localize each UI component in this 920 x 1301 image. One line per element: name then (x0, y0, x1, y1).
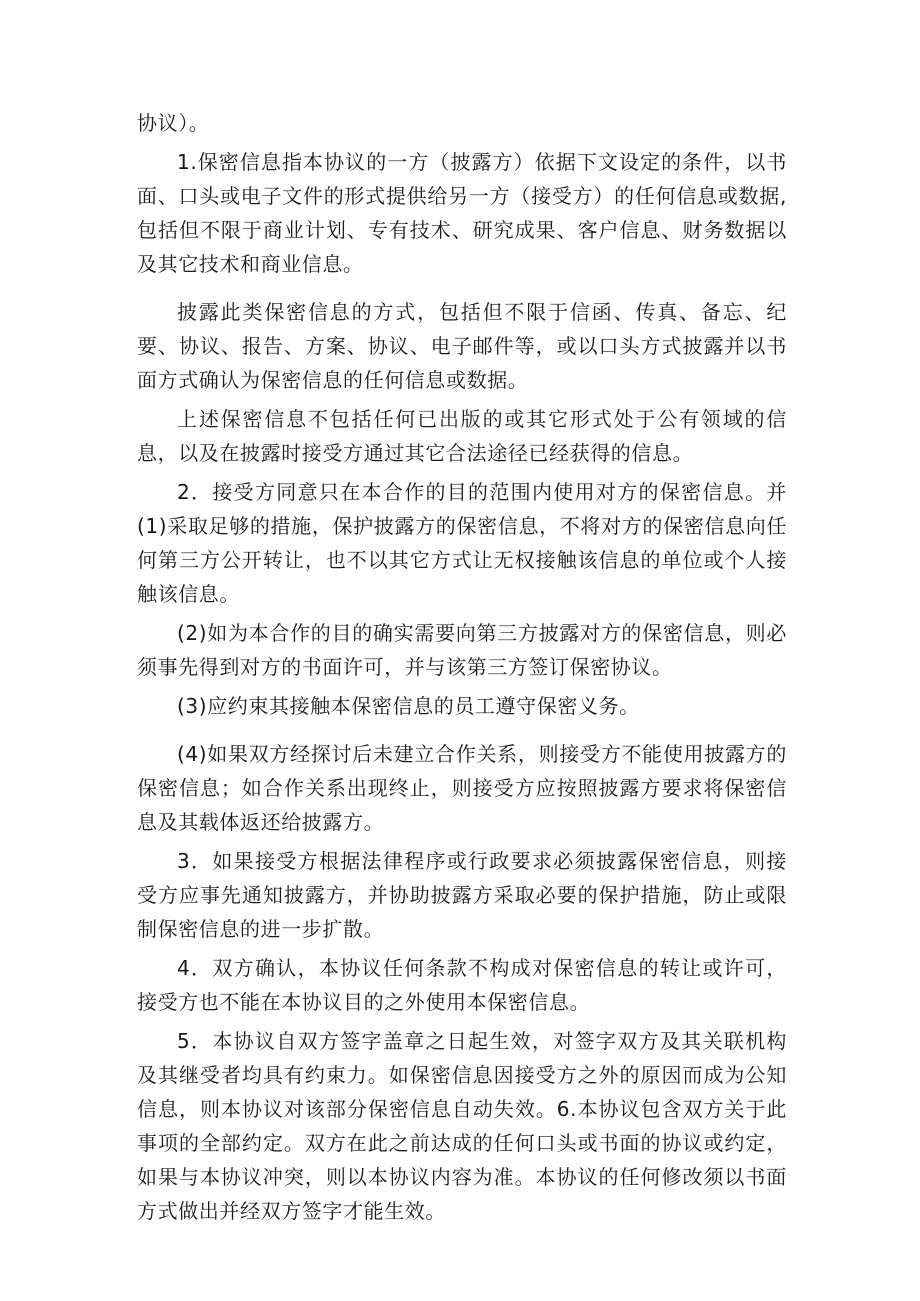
document-body (137, 106, 787, 1233)
paragraph-disclosure-methods: 披露此类保密信息的方式，包括但不限于信函、传真、备忘、纪要、协议、报告、方案、协议、电子邮件等，或以口头方式披露并以书面方式确认为保密信息的任何信息或数据。 (137, 300, 787, 392)
paragraph-clause-2: 2．接受方同意只在本合作的目的范围内使用对方的保密信息。并(1)采取足够的措施，保护披露方的保密信息，不将对方的保密信息向任何第三方公开转让，也不以其它方式让无权接触该信息的单位或个人接触该信息。 (137, 480, 787, 606)
paragraph-clause-3: 3．如果接受方根据法律程序或行政要求必须披露保密信息，则接受方应事先通知披露方，并协助披露方采取必要的保护措施，防止或限制保密信息的进一步扩散。 (137, 849, 787, 941)
paragraph-clause-2-item-4: (4)如果双方经探讨后未建立合作关系，则接受方不能使用披露方的保密信息；如合作关系出现终止，则接受方应按照披露方要求将保密信息及其载体返还给披露方。 (137, 742, 787, 834)
paragraph-clause-5: 5．本协议自双方签字盖章之日起生效，对签字双方及其关联机构及其继受者均具有约束力。如保密信息因接受方之外的原因而成为公知信息，则本协议对该部分保密信息自动失效。6.本协议包含双方关于此事项的全部约定。双方在此之前达成的任何口头或书面的协议或约定，如果与本协议冲突，则以本协议内容为准。本协议的任何修改须以书面方式做出并经双方签字才能生效。 (137, 1029, 787, 1223)
paragraph-clause-1: 1.保密信息指本协议的一方（披露方）依据下文设定的条件，以书面、口头或电子文件的形式提供给另一方（接受方）的任何信息或数据,包括但不限于商业计划、专有技术、研究成果、客户信息、财务数据以及其它技术和商业信息。 (137, 150, 787, 276)
paragraph-clause-2-item-2: (2)如为本合作的目的确实需要向第三方披露对方的保密信息，则必须事先得到对方的书面许可，并与该第三方签订保密协议。 (137, 621, 787, 679)
paragraph-clause-4: 4．双方确认，本协议任何条款不构成对保密信息的转让或许可，接受方也不能在本协议目的之外使用本保密信息。 (137, 956, 787, 1014)
paragraph-clause-2-item-3: (3)应约束其接触本保密信息的员工遵守保密义务。 (177, 694, 640, 718)
paragraph-continuation: 协议）。 (137, 111, 210, 135)
paragraph-exclusions: 上述保密信息不包括任何已出版的或其它形式处于公有领域的信息，以及在披露时接受方通过其它合法途径已经获得的信息。 (137, 407, 787, 465)
